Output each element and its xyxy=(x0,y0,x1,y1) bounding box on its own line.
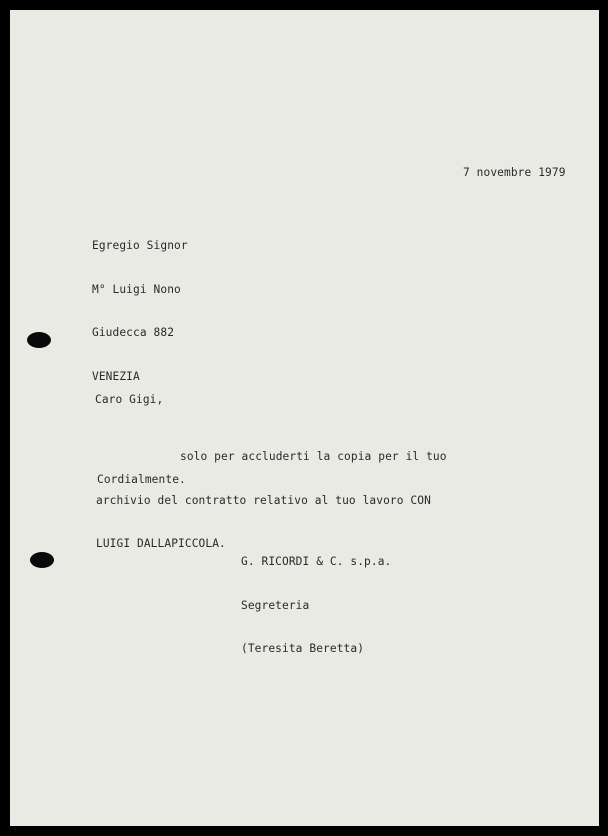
address-line: M° Luigi Nono xyxy=(92,282,181,296)
letter-page xyxy=(10,10,599,826)
address-line: Giudecca 882 xyxy=(92,326,175,339)
punch-hole-bottom xyxy=(30,552,54,568)
signature-line: G. RICORDI & C. s.p.a. xyxy=(241,555,392,568)
letter-date: 7 novembre 1979 xyxy=(463,166,566,179)
recipient-address xyxy=(92,210,188,413)
signature-line: Segreteria xyxy=(241,598,310,612)
signature-line: (Teresita Beretta) xyxy=(241,642,365,655)
body-line: solo per accluderti la copia per il tuo xyxy=(180,450,447,463)
letter-greeting: Caro Gigi, xyxy=(95,393,164,406)
address-line: Egregio Signor xyxy=(92,239,188,252)
signature-block xyxy=(241,526,391,686)
punch-hole-top xyxy=(27,332,51,348)
body-line: archivio del contratto relativo al tuo lavoro CON xyxy=(96,493,431,507)
body-line: LUIGI DALLAPICCOLA. xyxy=(96,537,226,550)
letter-closing: Cordialmente. xyxy=(97,473,186,486)
address-line: VENEZIA xyxy=(92,369,140,383)
